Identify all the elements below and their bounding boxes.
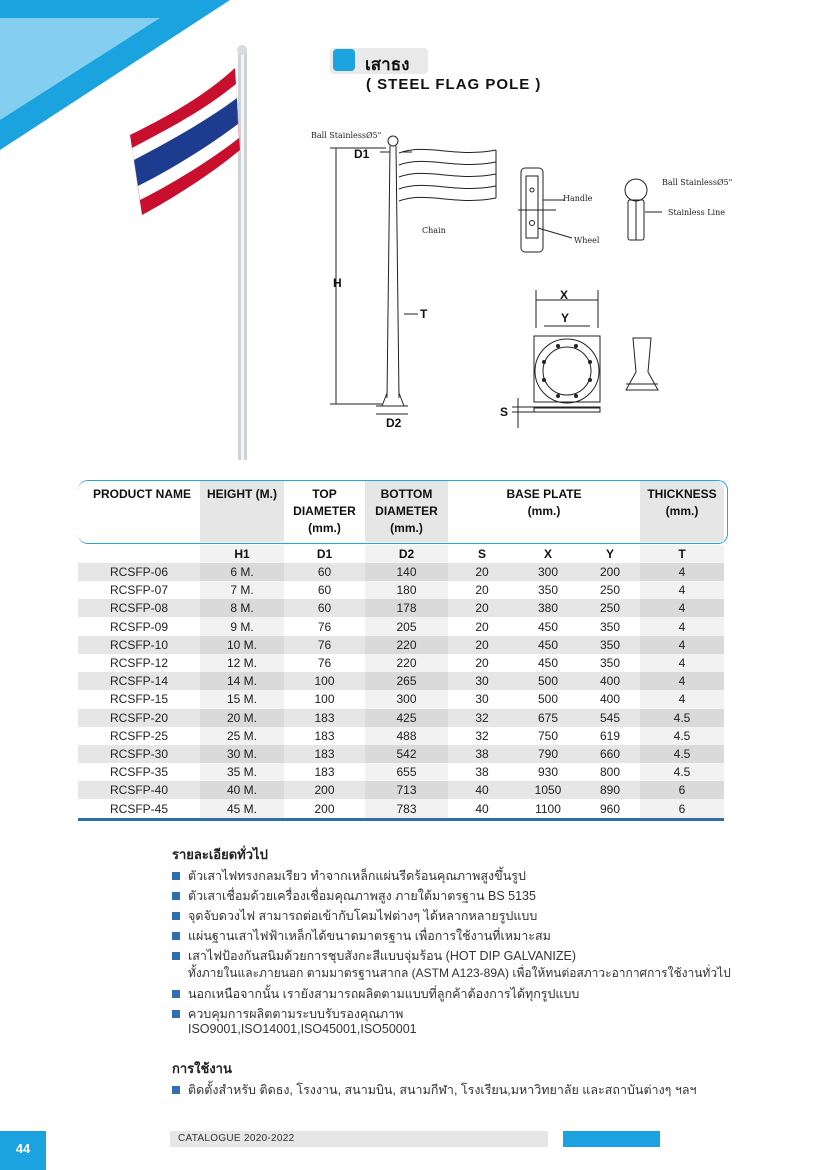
table-cell: 350 [599, 637, 621, 652]
table-cell: 183 [314, 728, 335, 743]
table-cell: 930 [537, 765, 559, 780]
table-cell: 783 [396, 801, 417, 816]
table-cell: 32 [475, 710, 489, 725]
table-cell: RCSFP-35 [109, 765, 168, 780]
table-cell: 4.5 [673, 747, 691, 761]
table-cell: 6 [678, 783, 686, 798]
table-cell: RCSFP-20 [109, 710, 168, 725]
table-cell: 14 M. [226, 674, 257, 689]
table-cell: 7 M. [230, 583, 254, 598]
table-cell: 800 [599, 765, 621, 780]
table-cell: 655 [396, 765, 417, 780]
table-cell: 1100 [535, 801, 561, 816]
table-cell: RCSFP-07 [109, 583, 168, 598]
table-cell: 76 [317, 637, 332, 652]
details-item: จุดจับดวงไฟ สามารถต่อเข้ากับโคมไฟต่างๆ ได้หลากหลายรูปแบบ [172, 906, 537, 926]
table-cell: 220 [396, 637, 417, 652]
table-cell: 660 [599, 747, 621, 761]
flag-pole-technical-drawing [296, 128, 766, 428]
table-cell: 1050 [534, 783, 562, 798]
details-item: นอกเหนือจากนั้น เรายังสามารถผลิตตามแบบที่ลูกค้าต้องการได้ทุกรูปแบบ [172, 984, 579, 1004]
table-cell: RCSFP-08 [109, 601, 168, 616]
subheader-x: X [543, 547, 552, 561]
table-cell: 40 M. [226, 783, 257, 798]
table-cell: 45 M. [226, 801, 257, 816]
table-cell: 60 [317, 601, 332, 616]
table-cell: 32 [475, 728, 489, 743]
header-thickness [640, 486, 724, 547]
dim-y: Y [561, 311, 570, 325]
table-cell: 220 [396, 656, 417, 670]
label-stainless-line: Stainless Line [668, 208, 725, 217]
dim-h: H [333, 276, 342, 290]
table-cell: 178 [396, 601, 417, 616]
label-ball-right: Ball StainlessØ5" [662, 178, 733, 187]
table-cell: 350 [599, 656, 621, 670]
table-cell: 183 [314, 710, 335, 725]
details-item: เสาไฟป้องกันสนิมด้วยการชุบสังกะสีแบบจุ่มร้อน (HOT DIP GALVANIZE) [172, 946, 576, 966]
page-title-english: ( STEEL FLAG POLE ) [366, 76, 542, 93]
table-cell: 40 [475, 783, 489, 798]
header-bottom-diameter-l3: (mm.) [390, 521, 423, 535]
details-item: ควบคุมการผลิตตามระบบรับรองคุณภาพ [172, 1004, 403, 1024]
table-cell: 619 [599, 728, 621, 743]
footer-catalogue: CATALOGUE 2020-2022 [178, 1133, 295, 1144]
header-top-diameter [284, 486, 365, 547]
table-cell: 350 [537, 583, 559, 598]
table-cell: 4 [678, 637, 686, 652]
subheader-t: T [678, 547, 686, 561]
details-title: รายละเอียดทั่วไป [172, 847, 268, 862]
table-cell: 450 [537, 619, 559, 634]
table-cell: 425 [396, 710, 417, 725]
table-cell: 500 [537, 674, 559, 689]
table-cell: 10 M. [226, 637, 257, 652]
table-cell: RCSFP-30 [109, 747, 168, 761]
details-item: ตัวเสาเชื่อมด้วยเครื่องเชื่อมคุณภาพสูง ภายใต้มาตรฐาน BS 5135 [172, 886, 536, 906]
label-chain: Chain [422, 226, 446, 235]
table-cell: RCSFP-45 [109, 801, 168, 816]
table-cell: 450 [537, 656, 559, 670]
table-cell: 20 [475, 601, 489, 616]
details-item: ตัวเสาไฟทรงกลมเรียว ทำจากเหล็กแผ่นรีดร้อนคุณภาพสูงขึ้นรูป [172, 866, 526, 886]
footer-accent [563, 1131, 660, 1147]
table-cell: 40 [475, 801, 489, 816]
table-cell: 200 [314, 783, 335, 798]
table-cell: 200 [314, 801, 335, 816]
table-cell: 300 [537, 565, 559, 579]
details-item-continuation: ทั้งภายในและภายนอก ตามมาตรฐานสากล (ASTM A123-89A) เพื่อให้ทนต่อสภาวะอากาศการใช้งานทั่วไป [188, 966, 731, 980]
thickness-column-shade [640, 545, 724, 819]
dim-d1: D1 [354, 147, 370, 161]
page-number: 44 [0, 1131, 46, 1170]
table-cell: 38 [475, 765, 489, 780]
details-iso-list: ISO9001,ISO14001,ISO45001,ISO50001 [188, 1022, 417, 1036]
table-cell: 4.5 [673, 765, 691, 780]
header-base-plate [448, 486, 640, 547]
table-cell: RCSFP-25 [109, 728, 168, 743]
table-cell: RCSFP-06 [109, 565, 168, 579]
subheader-d1: D1 [316, 547, 333, 561]
table-cell: 4 [678, 674, 686, 689]
table-cell: 100 [314, 692, 335, 707]
table-cell: RCSFP-09 [109, 619, 168, 634]
table-cell: 30 [475, 674, 489, 689]
header-height: HEIGHT (M.) [207, 487, 277, 501]
table-cell: 265 [396, 674, 417, 689]
header-base-plate-l1: BASE PLATE [506, 487, 582, 501]
table-cell: 60 [317, 583, 332, 598]
header-bottom-diameter [365, 486, 448, 547]
table-cell: 450 [537, 637, 559, 652]
table-cell: 30 M. [226, 747, 257, 761]
label-handle: Handle [563, 194, 593, 203]
dim-t: T [420, 307, 428, 321]
table-cell: 20 [475, 637, 489, 652]
table-cell: 400 [599, 674, 621, 689]
header-bottom-diameter-l1: BOTTOM [380, 487, 433, 501]
table-cell: 20 [475, 583, 489, 598]
subheader-s: S [477, 547, 486, 561]
table-cell: 9 M. [230, 619, 254, 634]
table-cell: 6 [678, 801, 686, 816]
header-top-diameter-l2: DIAMETER [293, 504, 356, 518]
height-column-shade [200, 545, 284, 819]
table-cell: 15 M. [226, 692, 257, 707]
table-cell: 4.5 [673, 728, 691, 743]
title-marker [333, 49, 355, 71]
page-title-thai: เสาธง [365, 55, 410, 74]
table-cell: 713 [396, 783, 417, 798]
table-cell: RCSFP-15 [109, 692, 168, 707]
table-cell: 30 [475, 692, 489, 707]
table-cell: 400 [599, 692, 621, 707]
table-cell: 890 [599, 783, 621, 798]
table-cell: 250 [599, 601, 621, 616]
table-cell: 488 [396, 728, 417, 743]
table-cell: 6 M. [230, 565, 254, 579]
label-wheel: Wheel [574, 236, 600, 245]
table-cell: 300 [396, 692, 417, 707]
table-cell: 4 [678, 601, 686, 616]
table-cell: 25 M. [226, 728, 257, 743]
dim-x: X [560, 288, 569, 302]
table-bottom-rule [78, 818, 724, 821]
table-cell: 4 [678, 656, 686, 670]
table-cell: 790 [537, 747, 559, 761]
dim-d2: D2 [386, 416, 402, 430]
table-cell: 4.5 [673, 710, 691, 725]
table-cell: RCSFP-12 [109, 656, 168, 670]
header-thickness-l1: THICKNESS [647, 487, 717, 501]
label-ball-left: Ball StainlessØ5" [311, 131, 382, 140]
table-cell: 750 [537, 728, 559, 743]
table-cell: 8 M. [230, 601, 254, 616]
header-bottom-diameter-l2: DIAMETER [375, 504, 438, 518]
table-cell: 4 [678, 619, 686, 634]
table-cell: 4 [678, 565, 686, 579]
table-cell: 960 [599, 801, 621, 816]
table-cell: 38 [475, 747, 489, 761]
table-cell: RCSFP-10 [109, 637, 168, 652]
table-cell: 500 [537, 692, 559, 707]
table-cell: 4 [678, 583, 686, 598]
table-cell: 12 M. [226, 656, 257, 670]
dim-s: S [500, 405, 509, 419]
subheader-d2: D2 [398, 547, 415, 561]
table-cell: 675 [537, 710, 559, 725]
table-cell: RCSFP-40 [109, 783, 168, 798]
thai-flag-photo [110, 40, 270, 460]
bottom-column-shade [365, 545, 448, 819]
table-cell: 200 [599, 565, 621, 579]
table-cell: 140 [396, 565, 417, 579]
header-thickness-l2: (mm.) [665, 504, 699, 518]
usage-title: การใช้งาน [172, 1061, 232, 1076]
table-cell: 4 [678, 692, 686, 707]
table-cell: 545 [599, 710, 621, 725]
table-cell: 183 [314, 747, 335, 761]
details-item: แผ่นฐานเสาไฟฟ้าเหล็กได้ขนาดมาตรฐาน เพื่อการใช้งานที่เหมาะสม [172, 926, 551, 946]
table-cell: 183 [314, 765, 335, 780]
table-cell: 205 [396, 619, 417, 634]
table-cell: RCSFP-14 [109, 674, 168, 689]
table-cell: 380 [537, 601, 559, 616]
table-cell: 542 [396, 747, 417, 761]
table-cell: 35 M. [226, 765, 257, 780]
header-top-diameter-l1: TOP [312, 487, 337, 501]
table-cell: 76 [317, 656, 332, 670]
table-cell: 20 M. [226, 710, 257, 725]
table-cell: 20 [475, 656, 489, 670]
table-cell: 180 [396, 583, 417, 598]
header-product-name: PRODUCT NAME [93, 487, 191, 501]
usage-item: ติดตั้งสำหรับ ติดธง, โรงงาน, สนามบิน, สนามกีฬา, โรงเรียน,มหาวิทยาลัย และสถาบันต่างๆ ฯลฯ [172, 1080, 697, 1100]
subheader-y: Y [605, 547, 614, 561]
table-cell: 250 [599, 583, 621, 598]
table-cell: 20 [475, 619, 489, 634]
table-cell: 100 [314, 674, 335, 689]
table-cell: 350 [599, 619, 621, 634]
subheader-h1: H1 [234, 547, 250, 561]
header-top-diameter-l3: (mm.) [308, 521, 341, 535]
table-cell: 20 [475, 565, 489, 579]
table-cell: 60 [317, 565, 332, 579]
header-base-plate-l2: (mm.) [527, 504, 561, 518]
table-cell: 76 [317, 619, 332, 634]
